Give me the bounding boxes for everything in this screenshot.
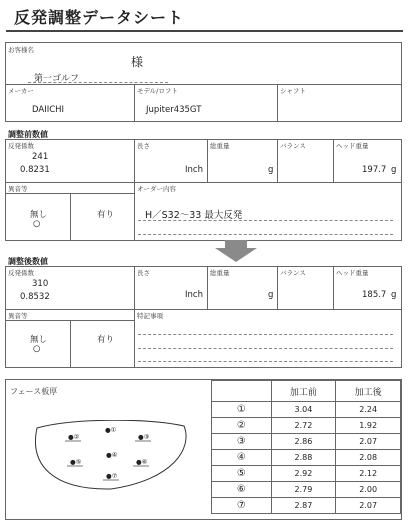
after-abn-yes: 有り bbox=[97, 335, 115, 345]
table-row bbox=[212, 418, 401, 434]
before-head-unit: g bbox=[391, 165, 397, 175]
face-label: フェース板厚 bbox=[10, 387, 58, 396]
before-abn-label: 異音等 bbox=[8, 185, 28, 193]
before-order-label: オーダー内容 bbox=[137, 185, 176, 193]
before-abn-yes: 有り bbox=[97, 210, 115, 220]
maker-value: DAIICHI bbox=[32, 105, 65, 115]
face-pos-cell: ⑦ bbox=[212, 498, 272, 514]
table-row bbox=[212, 498, 401, 514]
face-before-cell: 3.04 bbox=[271, 402, 336, 418]
face-table-header bbox=[212, 381, 401, 402]
table-row bbox=[212, 434, 401, 450]
face-pos-cell: ① bbox=[212, 402, 272, 418]
face-after-cell: 2.12 bbox=[336, 466, 401, 482]
customer-underline bbox=[28, 82, 168, 83]
face-before-cell: 2.79 bbox=[271, 482, 336, 498]
shaft-label: シャフト bbox=[280, 87, 306, 95]
after-length-label: 長さ bbox=[137, 269, 150, 277]
after-detail-box bbox=[5, 309, 402, 368]
face-header-blank bbox=[212, 381, 272, 402]
face-point-1: ●① bbox=[105, 426, 117, 434]
face-point-4: ●④ bbox=[106, 451, 118, 459]
face-pos-cell: ② bbox=[212, 418, 272, 434]
customer-label: お客様名 bbox=[8, 46, 34, 54]
face-before-cell: 2.92 bbox=[271, 466, 336, 482]
after-length-unit: Inch bbox=[185, 290, 203, 300]
face-point-2: ●② bbox=[68, 433, 80, 441]
model-value: Jupiter435GT bbox=[146, 105, 202, 115]
before-weight-label: 総重量 bbox=[210, 142, 230, 150]
face-before-cell: 2.72 bbox=[271, 418, 336, 434]
after-coef2: 0.8532 bbox=[20, 292, 50, 302]
arrow-down-icon bbox=[213, 240, 259, 262]
face-after-cell: 2.00 bbox=[336, 482, 401, 498]
face-header-after: 加工後 bbox=[336, 381, 401, 402]
customer-name: 第一ゴルフ bbox=[34, 74, 80, 84]
face-pos-cell: ⑤ bbox=[212, 466, 272, 482]
page-title: 反発調整データシート bbox=[14, 8, 185, 27]
before-abn-none: 無し bbox=[30, 210, 48, 220]
face-pos-cell: ⑥ bbox=[212, 482, 272, 498]
customer-suffix: 様 bbox=[131, 55, 144, 69]
after-abn-label: 異音等 bbox=[8, 312, 28, 320]
maker-label: メーカー bbox=[8, 87, 34, 95]
before-section-title: 調整前数値 bbox=[8, 130, 48, 139]
before-coef1: 241 bbox=[32, 152, 49, 162]
before-length-unit: Inch bbox=[185, 165, 203, 175]
after-coef-label: 反発係数 bbox=[8, 269, 34, 277]
face-point-3: ●③ bbox=[138, 433, 150, 441]
table-row bbox=[212, 482, 401, 498]
after-section-title: 調整後数値 bbox=[8, 257, 48, 266]
face-pos-cell: ③ bbox=[212, 434, 272, 450]
before-head-value: 197.7 bbox=[362, 165, 387, 175]
model-label: モデル/ロフト bbox=[137, 87, 178, 95]
title-underline bbox=[6, 30, 403, 32]
face-after-cell: 2.07 bbox=[336, 434, 401, 450]
before-length-label: 長さ bbox=[137, 142, 150, 150]
maker-row-box bbox=[5, 84, 402, 122]
face-after-cell: 1.92 bbox=[336, 418, 401, 434]
after-head-value: 185.7 bbox=[362, 290, 387, 300]
face-after-cell: 2.07 bbox=[336, 498, 401, 514]
after-weight-label: 総重量 bbox=[210, 269, 230, 277]
face-point-7: ●⑦ bbox=[106, 472, 118, 480]
before-order-text: H／S32〜33 最大反発 bbox=[145, 210, 243, 221]
table-row bbox=[212, 450, 401, 466]
face-point-5: ●⑤ bbox=[70, 458, 82, 466]
before-coef-label: 反発係数 bbox=[8, 142, 34, 150]
face-before-cell: 2.87 bbox=[271, 498, 336, 514]
after-weight-unit: g bbox=[268, 290, 274, 300]
after-coef1: 310 bbox=[32, 279, 49, 289]
face-point-6: ●⑥ bbox=[136, 458, 148, 466]
before-weight-unit: g bbox=[268, 165, 274, 175]
after-notes-label: 特記事項 bbox=[137, 312, 163, 320]
before-coef2: 0.8231 bbox=[20, 165, 50, 175]
before-abn-selected: ○ bbox=[33, 219, 41, 229]
face-header-before: 加工前 bbox=[271, 381, 336, 402]
face-before-cell: 2.86 bbox=[271, 434, 336, 450]
club-face-diagram bbox=[33, 420, 188, 492]
face-thickness-table bbox=[211, 380, 401, 514]
table-row bbox=[212, 402, 401, 418]
face-before-cell: 2.88 bbox=[271, 450, 336, 466]
before-balance-label: バランス bbox=[280, 142, 306, 150]
face-after-cell: 2.08 bbox=[336, 450, 401, 466]
after-head-unit: g bbox=[391, 290, 397, 300]
table-row bbox=[212, 466, 401, 482]
face-pos-cell: ④ bbox=[212, 450, 272, 466]
before-head-label: ヘッド重量 bbox=[336, 142, 369, 150]
after-balance-label: バランス bbox=[280, 269, 306, 277]
after-head-label: ヘッド重量 bbox=[336, 269, 369, 277]
after-abn-selected: ○ bbox=[33, 344, 41, 354]
after-abn-none: 無し bbox=[30, 335, 48, 345]
face-after-cell: 2.24 bbox=[336, 402, 401, 418]
